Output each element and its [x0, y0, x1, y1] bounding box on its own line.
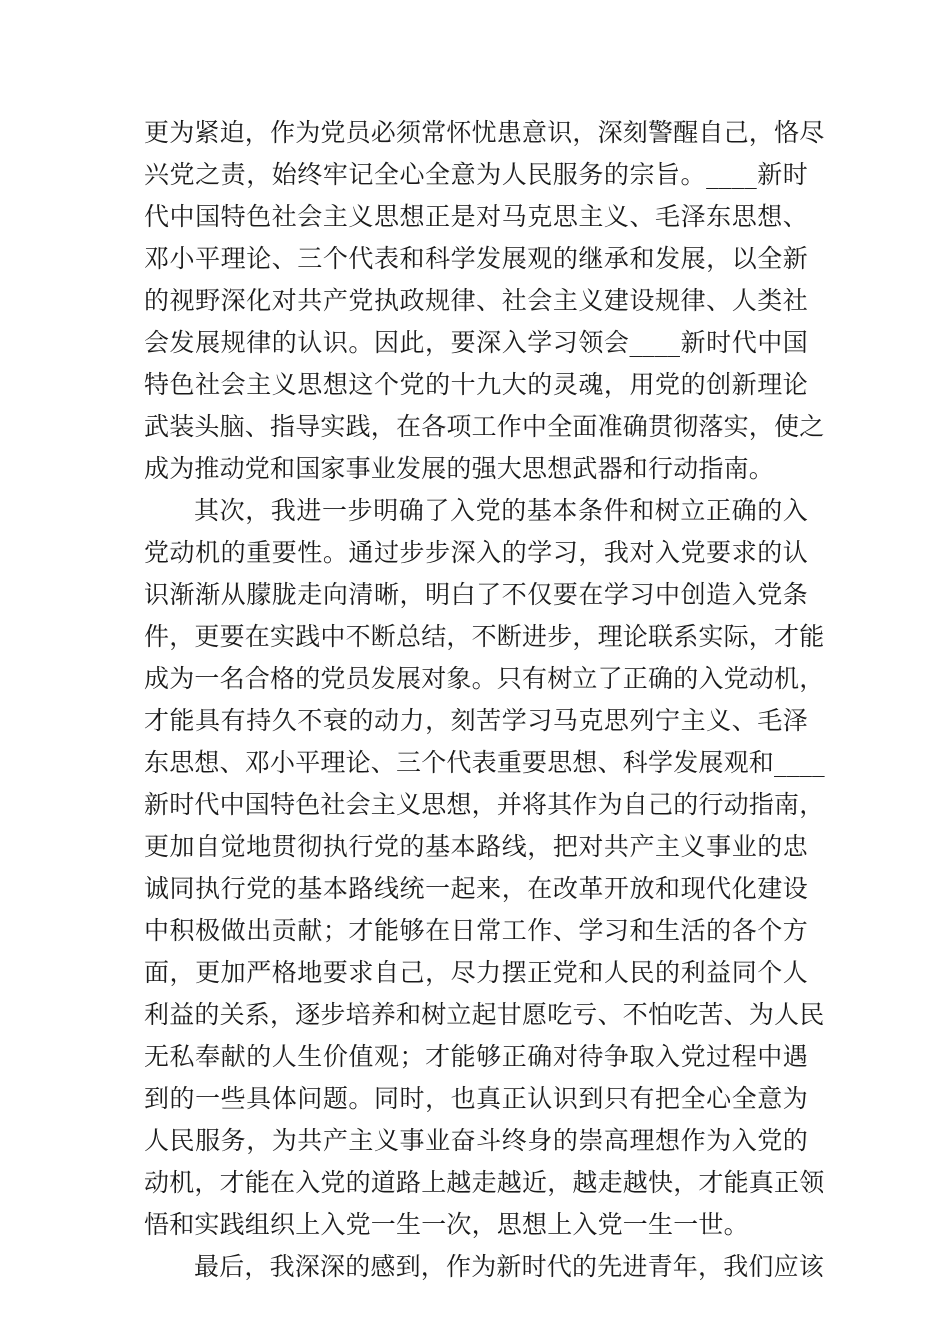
text-line: 面，更加严格地要求自己，尽力摆正党和人民的利益同个人	[144, 958, 808, 987]
text-line: 党动机的重要性。通过步步深入的学习，我对入党要求的认	[144, 538, 808, 567]
body-text	[144, 112, 825, 1288]
text-line: 特色社会主义思想这个党的十九大的灵魂，用党的创新理论	[144, 370, 808, 399]
text-line: 诚同执行党的基本路线统一起来，在改革开放和现代化建设	[144, 874, 808, 903]
paragraph-end-line: 成为推动党和国家事业发展的强大思想武器和行动指南。	[144, 454, 775, 483]
text-line: 到的一些具体问题。同时，也真正认识到只有把全心全意为	[144, 1084, 808, 1113]
text-line: 人民服务，为共产主义事业奋斗终身的崇高理想作为入党的	[144, 1126, 808, 1155]
text-line: 才能具有持久不衰的动力，刻苦学习马克思列宁主义、毛泽	[144, 706, 808, 735]
text-line: 动机，才能在入党的道路上越走越近，越走越快，才能真正领	[144, 1168, 825, 1197]
text-line: 东思想、邓小平理论、三个代表重要思想、科学发展观和____	[144, 748, 825, 777]
text-line: 无私奉献的人生价值观；才能够正确对待争取入党过程中遇	[144, 1042, 808, 1071]
text-line: 兴党之责，始终牢记全心全意为人民服务的宗旨。____新时	[144, 160, 808, 189]
text-line: 邓小平理论、三个代表和科学发展观的继承和发展，以全新	[144, 244, 808, 273]
text-line: 更加自觉地贯彻执行党的基本路线，把对共产主义事业的忠	[144, 832, 808, 861]
text-line: 的视野深化对共产党执政规律、社会主义建设规律、人类社	[144, 286, 808, 315]
text-line: 代中国特色社会主义思想正是对马克思主义、毛泽东思想、	[144, 202, 808, 231]
paragraph-end-line: 悟和实践组织上入党一生一次，思想上入党一生一世。	[144, 1210, 749, 1239]
text-line: 武装头脑、指导实践，在各项工作中全面准确贯彻落实，使之	[144, 412, 825, 441]
paragraph-start-line: 其次，我进一步明确了入党的基本条件和树立正确的入	[194, 496, 808, 525]
text-line: 件，更要在实践中不断总结，不断进步，理论联系实际，才能	[144, 622, 825, 651]
text-line: 会发展规律的认识。因此，要深入学习领会____新时代中国	[144, 328, 808, 357]
text-line: 利益的关系，逐步培养和树立起甘愿吃亏、不怕吃苦、为人民	[144, 1000, 825, 1029]
text-line: 成为一名合格的党员发展对象。只有树立了正确的入党动机，	[144, 664, 825, 693]
text-line: 更为紧迫，作为党员必须常怀忧患意识，深刻警醒自己，恪尽	[144, 118, 825, 147]
text-line: 识渐渐从朦胧走向清晰，明白了不仅要在学习中创造入党条	[144, 580, 808, 609]
text-line: 中积极做出贡献；才能够在日常工作、学习和生活的各个方	[144, 916, 808, 945]
paragraph-start-line: 最后，我深深的感到，作为新时代的先进青年，我们应该	[194, 1252, 825, 1281]
text-line: 新时代中国特色社会主义思想，并将其作为自己的行动指南，	[144, 790, 825, 819]
